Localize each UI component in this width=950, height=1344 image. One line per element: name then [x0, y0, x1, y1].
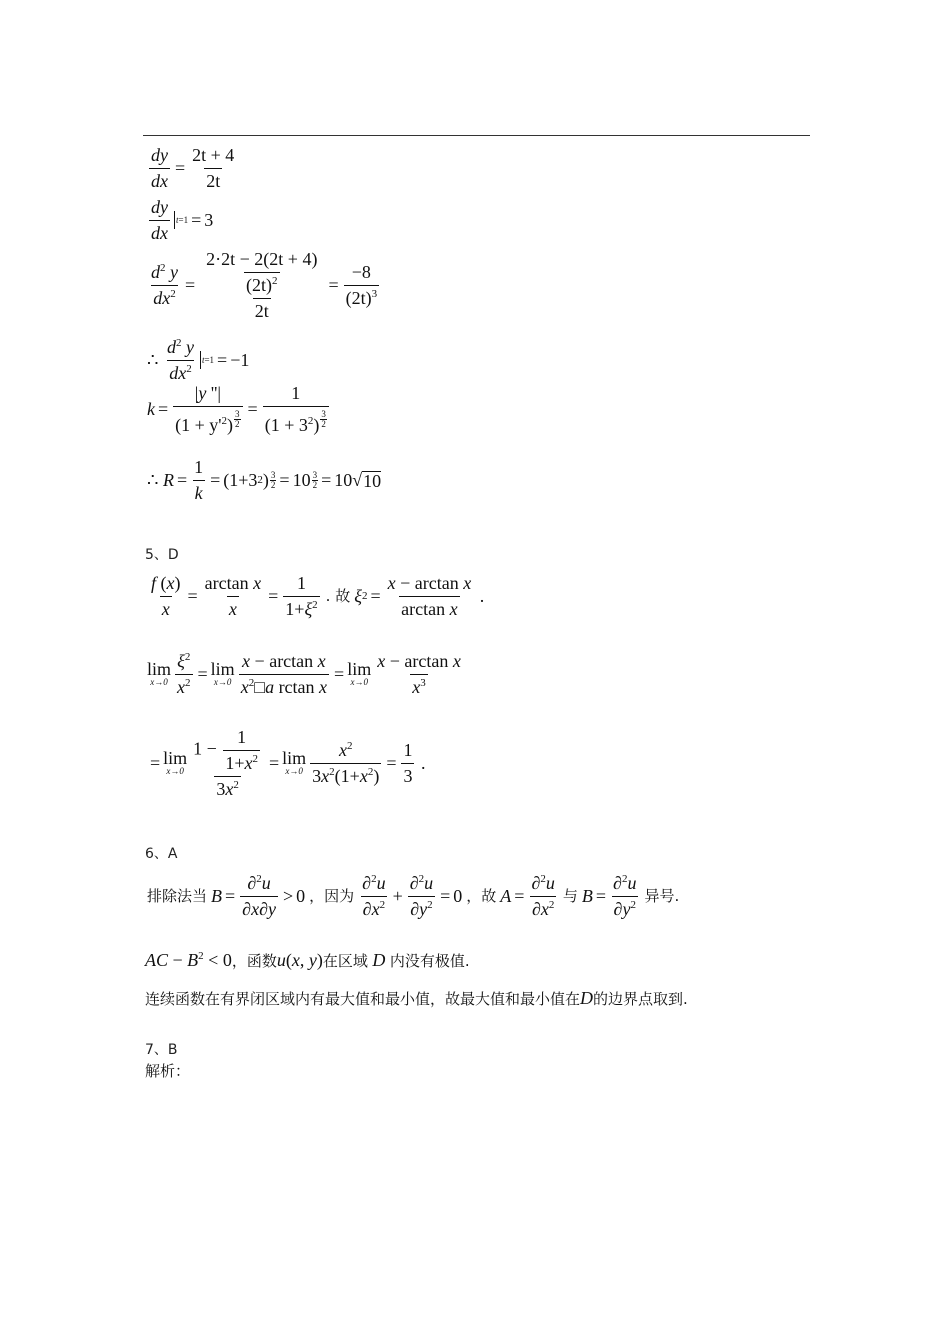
dydx-den: 2t	[204, 168, 222, 191]
d2-outer-den: 2t	[253, 298, 271, 321]
p6-line3: 连续函数在有界闭区域内有最大值和最小值，故最大值和最小值在D的边界点取到.	[145, 988, 688, 1008]
p6-line2: AC − $B^2 < 0$，函数u(x, y)在区域 D 内没有极值.	[145, 950, 470, 970]
eq-d2-at-1: ∴ $d^2$ y $dx^2$ t=1 = −1	[147, 337, 250, 383]
d2-inner-den: (2t)	[246, 274, 273, 295]
p6-line2-text3: 内没有极值.	[389, 952, 470, 970]
p6-and: 与	[562, 886, 578, 905]
eq-curvature: k = |y ''| $(1 + y'^2)$ $\frac{3}{2}$ = 1 $(1 + 3^2)$ $\frac{3}{2}$	[147, 384, 331, 435]
eq-p5-line3: = lim x→0 1 − $\frac{1}{1+x^2}$ $3x^2$ = lim x→0 $\frac{x^2}{3x^2(1+x^2)}$ = $\frac{1}{3}$ .	[150, 727, 426, 799]
header-rule	[143, 135, 810, 136]
d2-val: −1	[230, 350, 250, 371]
problem-6-label: 6、A	[145, 846, 178, 862]
eq-p5-line1: $\frac{f (x)}{x}$ = $\frac{\text{arctan x}}{x}$ = $\frac{1}{1+\xi^2}$ . 故 ξ 2 = $\frac{\text{x − arctan x}}{\text{arctan x}}$ .	[151, 573, 485, 619]
p5-gu: . 故	[325, 586, 351, 605]
problem-5-label: 5、D	[145, 547, 179, 563]
p6-opposite: 异号.	[644, 886, 680, 905]
eq-d2ydx2: $\frac{d^2 y}{dx^2}$ = $\frac{\frac{2\cdot 2t - 2(2t + 4)}{(2t)^2}}{2t}$ = $\frac{-8}{(2t)^3}$	[151, 249, 378, 321]
p6-so: ，故	[466, 886, 497, 905]
p6-line3-text1: 连续函数在有界闭区域内有最大值和最小值，故最大值和最小值在	[145, 990, 581, 1008]
eq-dydx: $\frac{dy}{dx}$ = $\frac{2t + 4}{2t}$	[151, 145, 235, 191]
k-rhs-den: (1 + 3	[264, 414, 308, 435]
dydx-num: 2t + 4	[192, 145, 235, 165]
p6-because: ，因为	[309, 886, 355, 905]
p6-line3-text2: 的边界点取到.	[593, 990, 688, 1008]
p6-line2-text1: ，函数	[231, 952, 277, 970]
k-den-base: (1 + y'	[175, 414, 222, 435]
eq-p5-line2: lim x→0 $\frac{\xi^2}{x^2}$ = lim x→0 $\frac{\text{x − arctan x}}{x^2□a rctan x}$ = lim x→0 x − arctan x $x^3$	[147, 651, 461, 697]
d2-result-num: −8	[351, 261, 371, 282]
problem-7-label: 7、B	[145, 1042, 178, 1058]
p7-analysis: 解析：	[145, 1062, 191, 1080]
dydx-val: 3	[204, 210, 214, 231]
p6-line2-text2: 在区域	[322, 952, 368, 970]
d2-result-den: (2t)	[345, 287, 372, 308]
r-val: 10	[334, 470, 353, 491]
p6-intro: 排除法当	[147, 886, 208, 905]
eq-dydx-at-1: dy dx t=1 = 3	[151, 197, 214, 243]
eq-p6-line1: 排除法当 B = $\frac{\partial^2u}{\partial x\partial y}$ > 0 ，因为 ∂$^2$u $\partial x^2$ + $\frac{\partial^2u}{\partial y^2}$ = 0 ，故 A = $\frac{\partial^2u}{\partial x^2}$ 与 B = $\frac{\partial^2u}{\partial y^2}$ 异号.	[147, 873, 680, 919]
d2-inner-num: 2·2t − 2(2t + 4)	[206, 249, 318, 269]
eq-radius: ∴ R = $\frac{1}{k}$ = (1+3 2 ) $\frac{3}{2}$ = 10 $\frac{3}{2}$ = 10 √ 10	[147, 457, 382, 503]
